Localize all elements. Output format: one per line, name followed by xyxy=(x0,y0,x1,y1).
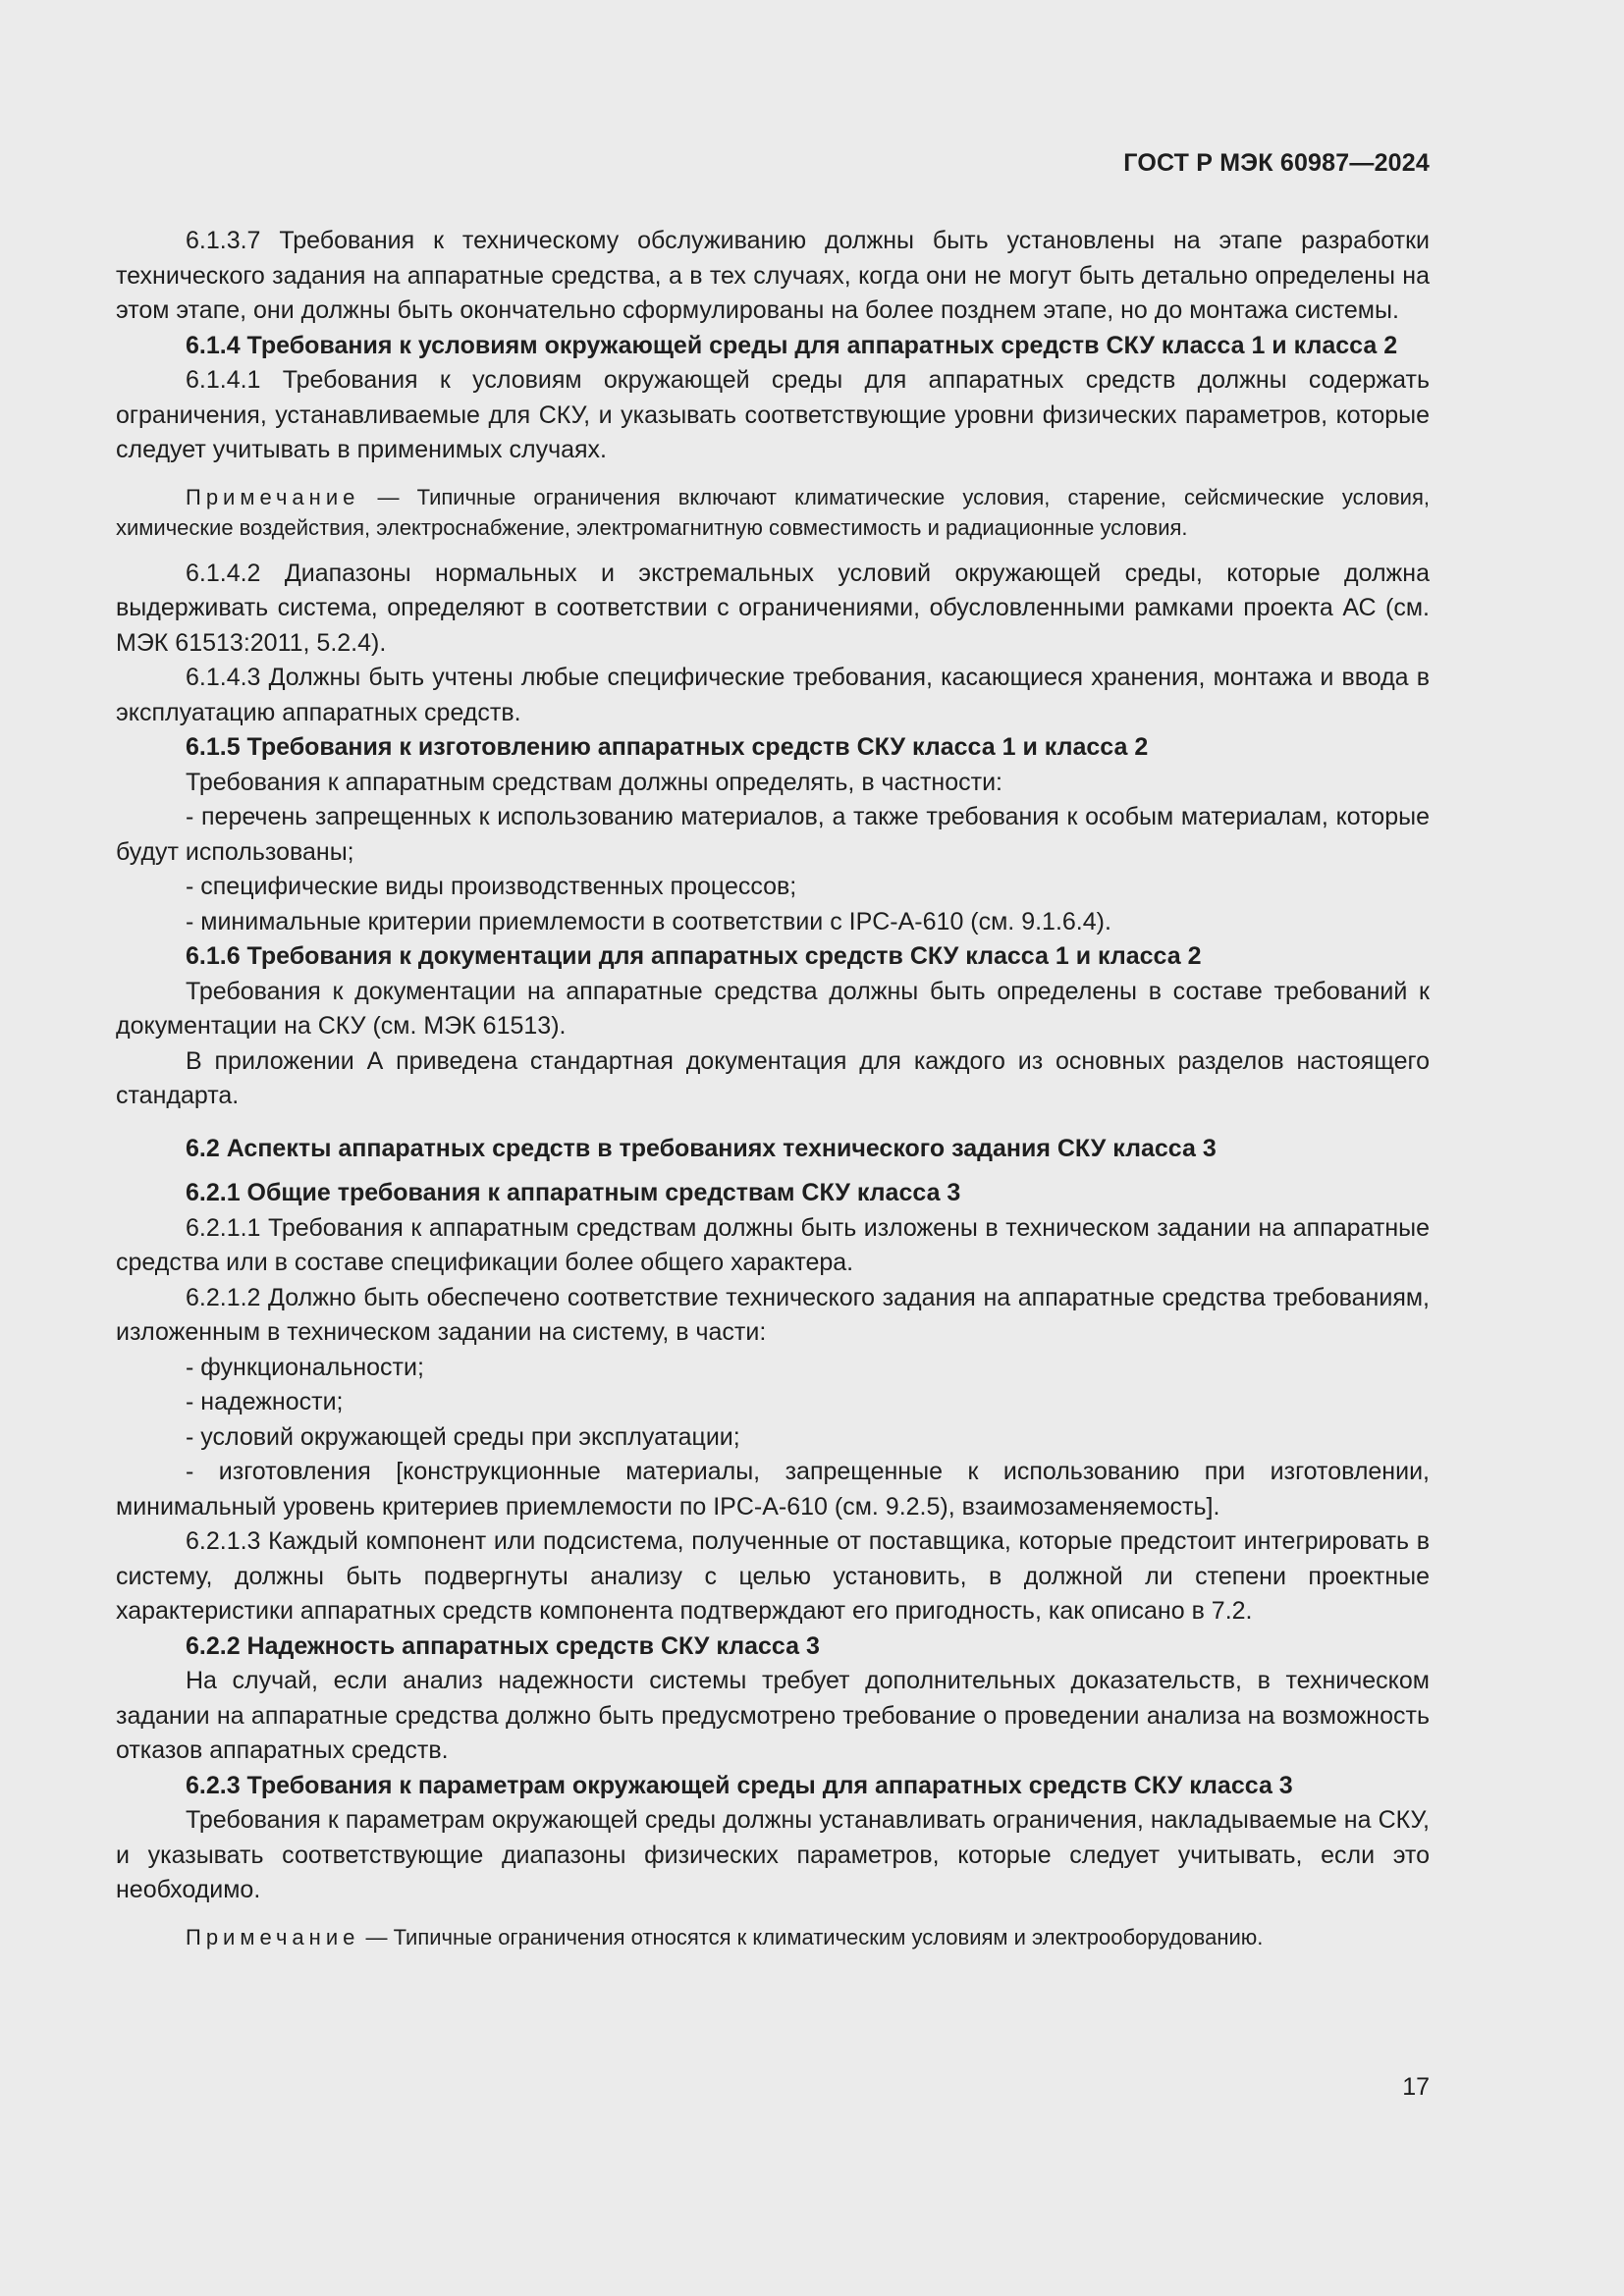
heading-6-2-1: 6.2.1 Общие требования к аппаратным средствам СКУ класса 3 xyxy=(186,1179,961,1206)
standard-header: ГОСТ Р МЭК 60987—2024 xyxy=(1123,149,1430,177)
paragraph-6-2-1-3: 6.2.1.3 Каждый компонент или подсистема, полученные от поставщика, которые предстоит интегрировать в систему, должны быть подвергнуты анализу с целью установить, в должной ли степени проектные характеристики аппаратных средств компонента подтверждают его пригодность, как описано в 7.2. xyxy=(116,1527,1430,1625)
paragraph-6-2-1-2: 6.2.1.2 Должно быть обеспечено соответствие технического задания на аппаратные средства требованиям, изложенным в техническом задании на систему, в части: xyxy=(116,1283,1430,1346)
list-item-6-2-1-2-2: - надежности; xyxy=(186,1388,344,1415)
paragraph-6-1-6-2: В приложении А приведена стандартная документация для каждого из основных разделов настоящего стандарта. xyxy=(116,1046,1430,1109)
note-1-text: — Типичные ограничения включают климатические условия, старение, сейсмические условия, химические воздействия, электроснабжение, электромагнитную совместимость и радиационные условия. xyxy=(116,484,1430,540)
list-item-6-2-1-2-3: - условий окружающей среды при эксплуатации; xyxy=(186,1422,740,1451)
note-1-label: Примечание xyxy=(186,484,360,509)
paragraph-6-1-6-1: Требования к документации на аппаратные средства должны быть определены в составе требований к документации на СКУ (см. МЭК 61513). xyxy=(116,977,1430,1040)
paragraph-6-1-5-intro: Требования к аппаратным средствам должны определять, в частности: xyxy=(186,768,1002,796)
heading-6-1-6: 6.1.6 Требования к документации для аппаратных средств СКУ класса 1 и класса 2 xyxy=(186,942,1202,970)
list-item-6-2-1-2-1: - функциональности; xyxy=(186,1353,424,1381)
note-2-text: — Типичные ограничения относятся к климатическим условиям и электрооборудованию. xyxy=(359,1924,1264,1949)
list-item-6-1-5-3: - минимальные критерии приемлемости в соответствии с IPC-A-610 (см. 9.1.6.4). xyxy=(186,907,1111,935)
paragraph-6-1-4-2: 6.1.4.2 Диапазоны нормальных и экстремальных условий окружающей среды, которые должна выдерживать система, определяют в соответствии с ограничениями, обусловленными рамками проекта АС (см. МЭК 61513:2011, 5.2.4). xyxy=(116,559,1430,657)
paragraph-6-1-3-7: 6.1.3.7 Требования к техническому обслуживанию должны быть установлены на этапе разработки технического задания на аппаратные средства, а в тех случаях, когда они не могут быть детально определены на этом этапе, они должны быть окончательно сформулированы на более позднем этапе, но до монтажа системы. xyxy=(116,227,1430,324)
document-body xyxy=(116,224,1430,1966)
paragraph-6-2-3: Требования к параметрам окружающей среды должны устанавливать ограничения, накладываемые на СКУ, и указывать соответствующие диапазоны физических параметров, которые следует учитывать, если это необходимо. xyxy=(116,1806,1430,1903)
list-item-6-2-1-2-4: - изготовления [конструкционные материалы, запрещенные к использованию при изготовлении, минимальный уровень критериев приемлемости по IPC-A-610 (см. 9.2.5), взаимозаменяемость]. xyxy=(116,1458,1430,1521)
heading-6-2-2: 6.2.2 Надежность аппаратных средств СКУ класса 3 xyxy=(186,1631,820,1660)
heading-6-2-3: 6.2.3 Требования к параметрам окружающей среды для аппаратных средств СКУ класса 3 xyxy=(186,1771,1293,1799)
paragraph-6-1-4-3: 6.1.4.3 Должны быть учтены любые специфические требования, касающиеся хранения, монтажа и ввода в эксплуатацию аппаратных средств. xyxy=(116,664,1430,726)
note-2-label: Примечание xyxy=(186,1924,360,1949)
note-1 xyxy=(116,482,1430,543)
paragraph-6-2-1-1: 6.2.1.1 Требования к аппаратным средствам должны быть изложены в техническом задании на аппаратные средства или в составе спецификации более общего характера. xyxy=(116,1213,1430,1276)
heading-6-2: 6.2 Аспекты аппаратных средств в требованиях технического задания СКУ класса 3 xyxy=(186,1134,1217,1162)
paragraph-6-1-4-1: 6.1.4.1 Требования к условиям окружающей среды для аппаратных средств должны содержать ограничения, устанавливаемые для СКУ, и указывать соответствующие уровни физических параметров, которые следует учитывать в применимых случаях. xyxy=(116,366,1430,463)
list-item-6-1-5-1: - перечень запрещенных к использованию материалов, а также требования к особым материалам, которые будут использованы; xyxy=(116,803,1430,866)
list-item-6-1-5-2: - специфические виды производственных процессов; xyxy=(186,873,797,900)
note-2 xyxy=(116,1922,1430,1952)
page-number: 17 xyxy=(1402,2073,1430,2101)
heading-6-1-5: 6.1.5 Требования к изготовлению аппаратных средств СКУ класса 1 и класса 2 xyxy=(186,733,1149,761)
paragraph-6-2-2: На случай, если анализ надежности системы требует дополнительных доказательств, в техническом задании на аппаратные средства должно быть предусмотрено требование о проведении анализа на возможность отказов аппаратных средств. xyxy=(116,1667,1430,1764)
heading-6-1-4: 6.1.4 Требования к условиям окружающей среды для аппаратных средств СКУ класса 1 и класса 2 xyxy=(186,331,1398,359)
